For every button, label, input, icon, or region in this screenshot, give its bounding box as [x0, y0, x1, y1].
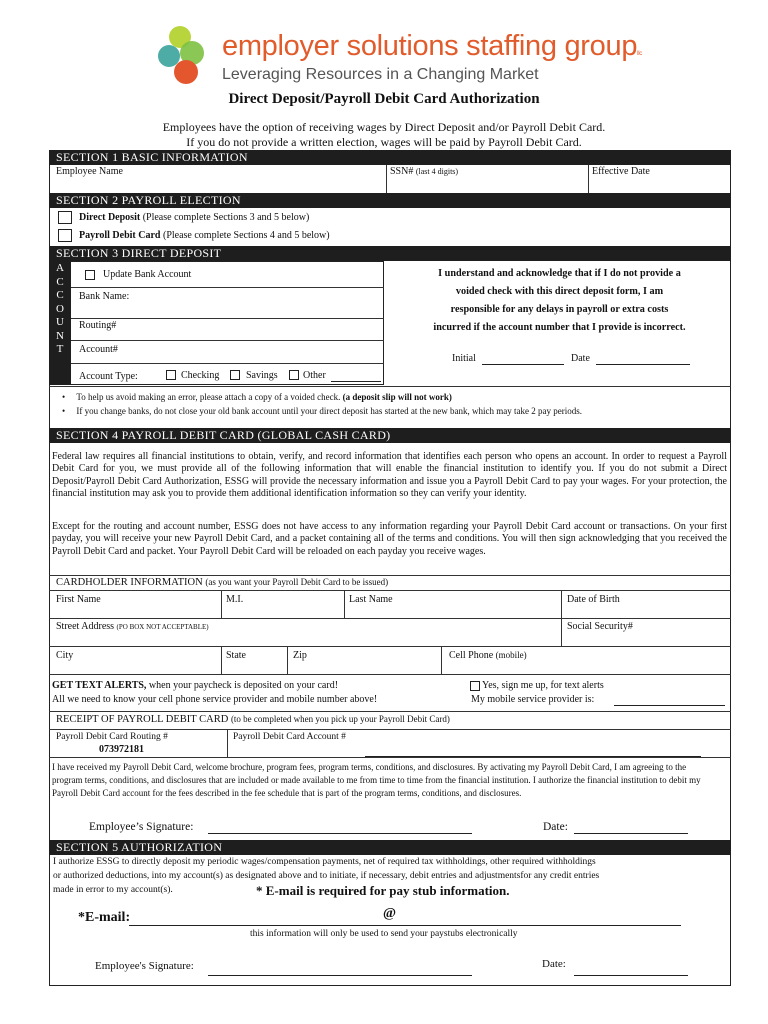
ack-date-label: Date	[571, 353, 590, 364]
company-logo	[158, 24, 216, 86]
other-label: Other	[303, 370, 326, 381]
receipt-title: RECEIPT OF PAYROLL DEBIT CARD (to be completed when you pick up your Payroll Debit Card)	[56, 714, 450, 725]
ssn-label-4: Social Security#	[567, 621, 633, 632]
divider	[49, 575, 731, 576]
other-checkbox[interactable]	[289, 370, 299, 380]
direct-deposit-checkbox[interactable]	[58, 211, 72, 224]
change-bank-note: • If you change banks, do not close your old bank account until your direct deposit has started at the new bank, which may take 2 pay periods.	[62, 406, 583, 416]
routing-label: Routing#	[79, 320, 117, 331]
first-name-label: First Name	[56, 594, 101, 605]
divider	[71, 363, 384, 364]
auth-line-3: made in error to my account(s).	[53, 885, 173, 895]
last-name-label: Last Name	[349, 594, 393, 605]
mi-label: M.I.	[226, 594, 244, 605]
checking-checkbox[interactable]	[166, 370, 176, 380]
other-line[interactable]	[331, 381, 381, 382]
section-1-header: SECTION 1 BASIC INFORMATION	[49, 150, 731, 165]
divider	[71, 318, 384, 319]
dob-label: Date of Birth	[567, 594, 620, 605]
account-letter: U	[56, 316, 64, 328]
savings-label: Savings	[246, 370, 278, 381]
auth-line-1: I authorize ESSG to directly deposit my periodic wages/compensation payments, net of required tax withholdings, other required withholdings	[53, 857, 596, 867]
email-note: this information will only be used to send your paystubs electronically	[250, 929, 518, 939]
auth-signature-label: Employee's Signature:	[95, 960, 194, 972]
intro-line-2: If you do not provide a written election, wages will be paid by Payroll Debit Card.	[186, 135, 582, 149]
receipt-signature-label: Employee’s Signature:	[89, 821, 194, 833]
routing-number-value: 073972181	[99, 744, 144, 755]
form-title: Direct Deposit/Payroll Debit Card Authorization	[228, 91, 540, 107]
city-label: City	[56, 650, 74, 661]
intro-line-1: Employees have the option of receiving wages by Direct Deposit and/or Payroll Debit Card.	[162, 120, 606, 134]
ssn-label: SSN# (last 4 digits)	[390, 166, 459, 177]
divider	[71, 340, 384, 341]
auth-line-2: or authorized deductions, into my account(s) as designated above and to initiate, if necessary, debit entries and adjustmentsfor any credit entries	[53, 871, 600, 881]
account-letter: A	[56, 262, 64, 274]
acknowledgement-text: I understand and acknowledge that if I do not provide a voided check with this direct deposit form, I am responsible for any delays in payroll or extra costs incurred if the account number that I provide is incorrect.	[433, 268, 686, 333]
auth-signature-line[interactable]	[208, 975, 472, 976]
ack-date-line[interactable]	[596, 364, 690, 365]
initial-line[interactable]	[482, 364, 564, 365]
employee-name-label: Employee Name	[56, 166, 123, 177]
mobile-provider-line[interactable]	[614, 705, 725, 706]
savings-checkbox[interactable]	[230, 370, 240, 380]
email-required-note: * E-mail is required for pay stub information.	[256, 883, 510, 898]
divider	[49, 757, 731, 758]
divider	[49, 674, 731, 675]
email-input-line[interactable]	[129, 925, 681, 926]
bank-name-label: Bank Name:	[79, 291, 130, 302]
direct-deposit-option: Direct Deposit (Please complete Sections 3 and 5 below)	[79, 212, 310, 223]
brand-name: employer solutions staffing groupllc	[222, 30, 642, 62]
email-at-sign: @	[383, 906, 397, 921]
mobile-provider-label: My mobile service provider is:	[471, 694, 595, 705]
account-label: Account#	[79, 344, 118, 355]
account-number-label: Payroll Debit Card Account #	[233, 732, 346, 742]
routing-number-label: Payroll Debit Card Routing #	[56, 732, 168, 742]
section-5-header: SECTION 5 AUTHORIZATION	[49, 840, 731, 855]
update-bank-label: Update Bank Account	[103, 269, 192, 280]
account-letter: C	[56, 275, 64, 288]
text-alerts-line-2: All we need to know your cell phone service provider and mobile number above!	[52, 694, 378, 705]
effective-date-label: Effective Date	[592, 166, 650, 177]
cardholder-title: CARDHOLDER INFORMATION (as you want your Payroll Debit Card to be issued)	[56, 577, 389, 588]
receipt-date-label: Date:	[543, 821, 568, 833]
receipt-signature-line[interactable]	[208, 833, 472, 834]
receipt-date-line[interactable]	[574, 833, 688, 834]
auth-date-label: Date:	[542, 958, 566, 970]
street-label: Street Address (PO BOX NOT ACCEPTABLE)	[56, 621, 209, 632]
account-letter: N	[56, 329, 64, 342]
state-label: State	[226, 650, 246, 661]
section-2-header: SECTION 2 PAYROLL ELECTION	[49, 193, 731, 208]
tagline: Leveraging Resources in a Changing Market	[222, 66, 539, 83]
section-4-header: SECTION 4 PAYROLL DEBIT CARD (GLOBAL CASH CARD)	[49, 428, 731, 443]
basic-info-inputs[interactable]	[49, 165, 731, 192]
zip-label: Zip	[293, 650, 307, 661]
account-type-label: Account Type:	[79, 371, 138, 382]
divider	[49, 711, 731, 712]
email-label: *E-mail:	[78, 910, 131, 925]
auth-date-line[interactable]	[574, 975, 688, 976]
account-vertical-label	[49, 262, 71, 357]
section-4-paragraph-2: Except for the routing and account number, ESSG does not have access to any information regarding your Payroll Debit Card account or transactions. On your first payday, you will receive your new Payroll Debit Card, and a packet containing all of the terms and conditions. You will then sign acknowledging that you received the Payroll Debit Card and packet. Your Payroll Debit Card will be reloaded on each payday you receive wages.	[52, 521, 727, 557]
divider	[71, 287, 384, 288]
update-bank-checkbox[interactable]	[85, 270, 95, 280]
divider	[49, 386, 731, 387]
payroll-debit-checkbox[interactable]	[58, 229, 72, 242]
divider	[49, 729, 731, 730]
account-letter: O	[56, 302, 64, 315]
cell-label: Cell Phone (mobile)	[449, 650, 527, 661]
text-alerts-line-1: GET TEXT ALERTS, when your paycheck is deposited on your card!	[52, 680, 339, 691]
section-4-paragraph-1: Federal law requires all financial institutions to obtain, verify, and record information that identifies each person who opens an account. In order to request a Payroll Debit Card for you, we must provide all of the following information that will enable the financial institution to identify you. If you do not submit a Direct Deposit/Payroll Debit Card Authorization, ESSG will provide the necessary information and issue you a Payroll Debit Card to pay your wages. For your protection, the financial institution may ask you to provide them additional identification information so they can verify your identity.	[52, 451, 727, 499]
account-letter: T	[56, 343, 64, 355]
text-alerts-checkbox[interactable]	[470, 681, 480, 691]
section-3-header: SECTION 3 DIRECT DEPOSIT	[49, 246, 731, 261]
account-letter: C	[56, 289, 64, 301]
initial-label: Initial	[452, 353, 476, 364]
cardholder-inputs[interactable]	[49, 590, 731, 674]
divider	[227, 729, 228, 757]
checking-label: Checking	[181, 370, 220, 381]
voided-check-note: • To help us avoid making an error, please attach a copy of a voided check. (a deposit slip will not work)	[62, 392, 452, 402]
text-alerts-yes-label: Yes, sign me up, for text alerts	[482, 680, 604, 691]
receipt-text: I have received my Payroll Debit Card, welcome brochure, program fees, program terms, conditions, and disclosures. By activating my Payroll Debit Card, I am agreeing to the program terms, conditions, and disclosures that are included or made available to me from time to time from the financial institution. I authorize the financial institution to debit my Payroll Debit Card account for the fees described in the fee schedule that is part of the program terms, conditions, and disclosures.	[52, 762, 701, 798]
payroll-debit-option: Payroll Debit Card (Please complete Sections 4 and 5 below)	[79, 230, 330, 241]
